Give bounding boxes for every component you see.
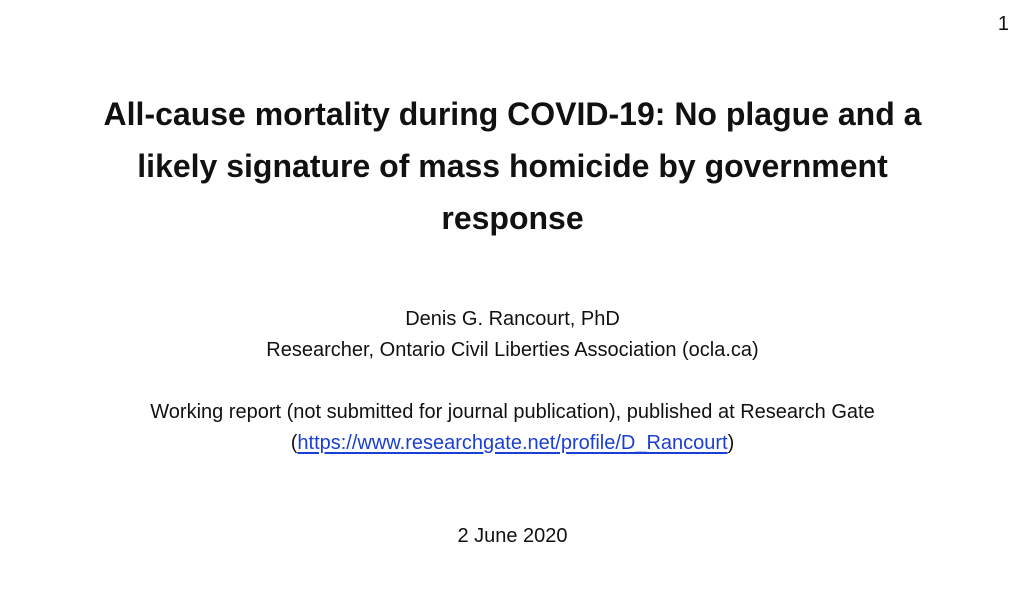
title-line-1: All-cause mortality during COVID-19: No plague and a <box>103 96 922 132</box>
open-paren: ( <box>290 432 298 454</box>
report-block <box>0 397 1025 459</box>
report-note: Working report (not submitted for journal publication), published at Research Gate <box>150 401 875 423</box>
researchgate-link[interactable]: https://www.researchgate.net/profile/D_Rancourt <box>297 432 728 454</box>
author-name: Denis G. Rancourt, PhD <box>405 308 620 330</box>
title-line-2: likely signature of mass homicide by government <box>137 148 888 184</box>
report-link-line <box>0 428 1025 459</box>
close-paren: ) <box>727 432 735 454</box>
author-block <box>0 304 1025 366</box>
publication-date: 2 June 2020 <box>457 525 568 547</box>
page-number: 1 <box>997 13 1009 35</box>
title-line-3: response <box>441 200 584 236</box>
author-affiliation: Researcher, Ontario Civil Liberties Association (ocla.ca) <box>266 339 759 361</box>
paper-title <box>20 88 1005 244</box>
